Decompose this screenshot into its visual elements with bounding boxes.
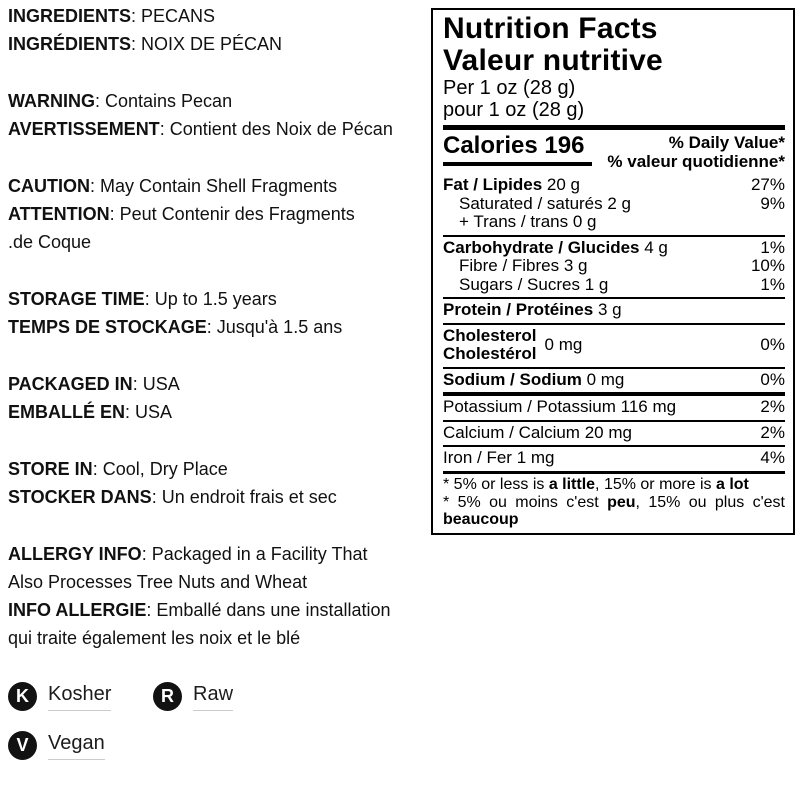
nutrition-facts-panel — [431, 8, 795, 535]
warning-label-fr: AVERTISSEMENT — [8, 119, 160, 139]
row-fat — [443, 176, 785, 195]
caution-value-fr-cont: .de Coque — [8, 232, 92, 252]
store-in-label-fr: STOCKER DANS — [8, 487, 152, 507]
badge-kosher-label[interactable]: Kosher — [48, 683, 111, 711]
serving-size-en: Per 1 oz (28 g) — [443, 77, 576, 99]
row-carbohydrate — [443, 239, 785, 258]
ingredients-line-en — [8, 2, 430, 30]
carbohydrate-name — [443, 239, 668, 258]
packaged-in-label-fr: EMBALLÉ EN — [8, 402, 125, 422]
allergy-line-fr — [8, 596, 430, 624]
iron-name — [443, 449, 555, 468]
daily-value-header-fr: % valeur quotidienne* — [607, 152, 785, 171]
nft-title-fr: Valeur nutritive — [443, 44, 663, 77]
ingredients-label-en: INGREDIENTS — [8, 6, 132, 26]
calories-value: Calories 196 — [443, 133, 592, 166]
row-calcium — [443, 424, 785, 443]
cholesterol-label-en: Cholesterol — [443, 325, 537, 345]
store-in-value-fr: : Un endroit frais et sec — [151, 487, 337, 507]
row-fibre — [443, 257, 785, 276]
allergy-value-fr-cont: qui traite également les noix et le blé — [8, 628, 301, 648]
allergy-value-fr: : Emballé dans une installation — [146, 600, 391, 620]
caution-line-fr-cont — [8, 228, 430, 256]
ingredients-value-en: : PECANS — [131, 6, 216, 26]
iron-dv: 4% — [760, 448, 785, 467]
saturated-label: Saturated / saturés — [459, 193, 603, 213]
badge-vegan — [8, 731, 153, 760]
sugars-name — [443, 276, 608, 295]
allergy-line-fr-cont — [8, 624, 430, 652]
caution-line-en — [8, 172, 430, 200]
carbohydrate-label: Carbohydrate / Glucides — [443, 237, 640, 257]
calories-header-row — [443, 133, 785, 171]
caution-value-fr: : Peut Contenir des Fragments — [109, 204, 355, 224]
sodium-name — [443, 371, 624, 390]
row-sugars — [443, 276, 785, 295]
packaged-in-value-en: : USA — [132, 374, 180, 394]
row-iron — [443, 449, 785, 468]
warning-value-en: : Contains Pecan — [95, 91, 233, 111]
trans-amount: 0 g — [572, 212, 597, 231]
sugars-amount: 1 g — [584, 274, 609, 294]
product-info-column — [8, 2, 430, 681]
nft-title-en: Nutrition Facts — [443, 12, 658, 45]
saturated-dv: 9% — [760, 193, 785, 213]
caution-label-en: CAUTION — [8, 176, 90, 196]
daily-value-header-en: % Daily Value* — [668, 133, 785, 152]
sodium-label: Sodium / Sodium — [443, 369, 582, 389]
fibre-name — [443, 257, 588, 276]
ingredients-value-fr: : NOIX DE PÉCAN — [131, 34, 283, 54]
vegan-icon: V — [8, 731, 37, 760]
divider-thick-sodium — [443, 392, 785, 396]
divider — [443, 420, 785, 422]
cholesterol-name — [443, 327, 582, 364]
trans-label: + Trans / trans — [459, 212, 569, 231]
caution-value-en: : May Contain Shell Fragments — [90, 176, 338, 196]
store-in-line-fr — [8, 483, 430, 511]
footnote-fr-bold-1: peu — [607, 493, 636, 511]
allergy-value-en-cont: Also Processes Tree Nuts and Wheat — [8, 572, 308, 592]
row-cholesterol — [443, 327, 785, 364]
fibre-label: Fibre / Fibres — [459, 256, 560, 275]
row-trans — [443, 213, 785, 232]
storage-time-label-fr: TEMPS DE STOCKAGE — [8, 317, 207, 337]
warning-label-en: WARNING — [8, 91, 95, 111]
footnote-en — [443, 476, 785, 493]
caution-line-fr — [8, 200, 430, 228]
saturated-name — [443, 195, 631, 214]
allergy-label-en: ALLERGY INFO — [8, 544, 142, 564]
allergy-value-en: : Packaged in a Facility That — [141, 544, 368, 564]
allergy-label-fr: INFO ALLERGIE — [8, 600, 147, 620]
iron-label: Iron / Fer — [443, 448, 512, 467]
ingredients-group — [8, 2, 430, 58]
badge-row-1 — [8, 682, 428, 711]
store-in-group — [8, 455, 430, 511]
store-in-line-en — [8, 455, 430, 483]
cholesterol-dv: 0% — [760, 334, 785, 354]
badge-kosher — [8, 682, 153, 711]
potassium-name — [443, 398, 676, 417]
row-protein — [443, 301, 785, 320]
carbohydrate-amount: 4 g — [644, 237, 668, 257]
divider-footnote — [443, 471, 785, 474]
badge-raw-label[interactable]: Raw — [193, 683, 233, 711]
serving-size-fr: pour 1 oz (28 g) — [443, 99, 585, 121]
warning-value-fr: : Contient des Noix de Pécan — [159, 119, 393, 139]
calcium-amount: 20 mg — [584, 422, 632, 442]
warning-line-fr — [8, 115, 430, 143]
calcium-label: Calcium / Calcium — [443, 422, 580, 442]
certification-badges — [8, 682, 428, 780]
footnote-fr-bold-2: beaucoup — [443, 510, 519, 528]
protein-amount: 3 g — [597, 300, 622, 319]
storage-time-line-fr — [8, 313, 430, 341]
cholesterol-label-fr: Cholestérol — [443, 344, 537, 363]
row-saturated — [443, 195, 785, 214]
potassium-amount: 116 mg — [620, 397, 677, 416]
packaged-in-value-fr: : USA — [125, 402, 173, 422]
footnote-fr-text-1: * 5% ou moins c'est — [443, 493, 608, 511]
ingredients-line-fr — [8, 30, 430, 58]
storage-time-value-en: : Up to 1.5 years — [144, 289, 277, 309]
caution-label-fr: ATTENTION — [8, 204, 110, 224]
potassium-dv: 2% — [760, 397, 785, 416]
fibre-amount: 3 g — [563, 256, 588, 275]
carbohydrate-dv: 1% — [760, 237, 785, 257]
footnote-en-text-2: , 15% or more is — [595, 475, 716, 493]
calcium-dv: 2% — [760, 422, 785, 442]
packaged-in-line-en — [8, 370, 430, 398]
divider — [443, 297, 785, 299]
store-in-value-en: : Cool, Dry Place — [92, 459, 228, 479]
divider — [443, 445, 785, 447]
allergy-line-en — [8, 540, 430, 568]
row-sodium — [443, 371, 785, 390]
fat-name — [443, 176, 580, 195]
footnote-fr-text-2: , 15% ou plus c'est — [635, 493, 785, 511]
allergy-info-group — [8, 540, 430, 652]
packaged-in-group — [8, 370, 430, 426]
divider — [443, 323, 785, 325]
fat-dv: 27% — [750, 175, 785, 194]
fibre-dv: 10% — [750, 256, 785, 275]
fat-amount: 20 g — [546, 175, 581, 194]
kosher-icon: K — [8, 682, 37, 711]
storage-time-label-en: STORAGE TIME — [8, 289, 145, 309]
potassium-label: Potassium / Potassium — [443, 397, 616, 416]
caution-group — [8, 172, 430, 256]
storage-time-value-fr: : Jusqu'à 1.5 ans — [206, 317, 343, 337]
sodium-amount: 0 mg — [586, 369, 625, 389]
row-potassium — [443, 398, 785, 417]
packaged-in-label-en: PACKAGED IN — [8, 374, 133, 394]
divider — [443, 367, 785, 369]
badge-row-2 — [8, 731, 428, 760]
divider-thick-top — [443, 125, 785, 130]
footnote-en-text-1: * 5% or less is — [443, 475, 549, 493]
footnote-en-bold-2: a lot — [715, 475, 749, 493]
ingredients-label-fr: INGRÉDIENTS — [8, 34, 132, 54]
iron-amount: 1 mg — [516, 448, 555, 467]
calcium-name — [443, 424, 632, 443]
cholesterol-labels — [443, 327, 537, 364]
packaged-in-line-fr — [8, 398, 430, 426]
cholesterol-amount: 0 mg — [544, 334, 583, 354]
fat-label: Fat / Lipides — [443, 175, 543, 194]
divider — [443, 235, 785, 237]
protein-name — [443, 301, 622, 320]
sugars-dv: 1% — [760, 274, 785, 294]
warning-group — [8, 87, 430, 143]
footnote-en-bold-1: a little — [548, 475, 596, 493]
footnote-fr — [443, 494, 785, 528]
raw-icon: R — [153, 682, 182, 711]
trans-name — [443, 213, 597, 232]
saturated-amount: 2 g — [607, 193, 632, 213]
store-in-label-en: STORE IN — [8, 459, 93, 479]
allergy-line-en-cont — [8, 568, 430, 596]
storage-time-line-en — [8, 285, 430, 313]
sodium-dv: 0% — [760, 369, 785, 389]
daily-value-header — [607, 133, 785, 171]
badge-raw — [153, 682, 233, 711]
warning-line-en — [8, 87, 430, 115]
badge-vegan-label[interactable]: Vegan — [48, 732, 105, 760]
sugars-label: Sugars / Sucres — [459, 274, 580, 294]
protein-label: Protein / Protéines — [443, 300, 594, 319]
storage-time-group — [8, 285, 430, 341]
